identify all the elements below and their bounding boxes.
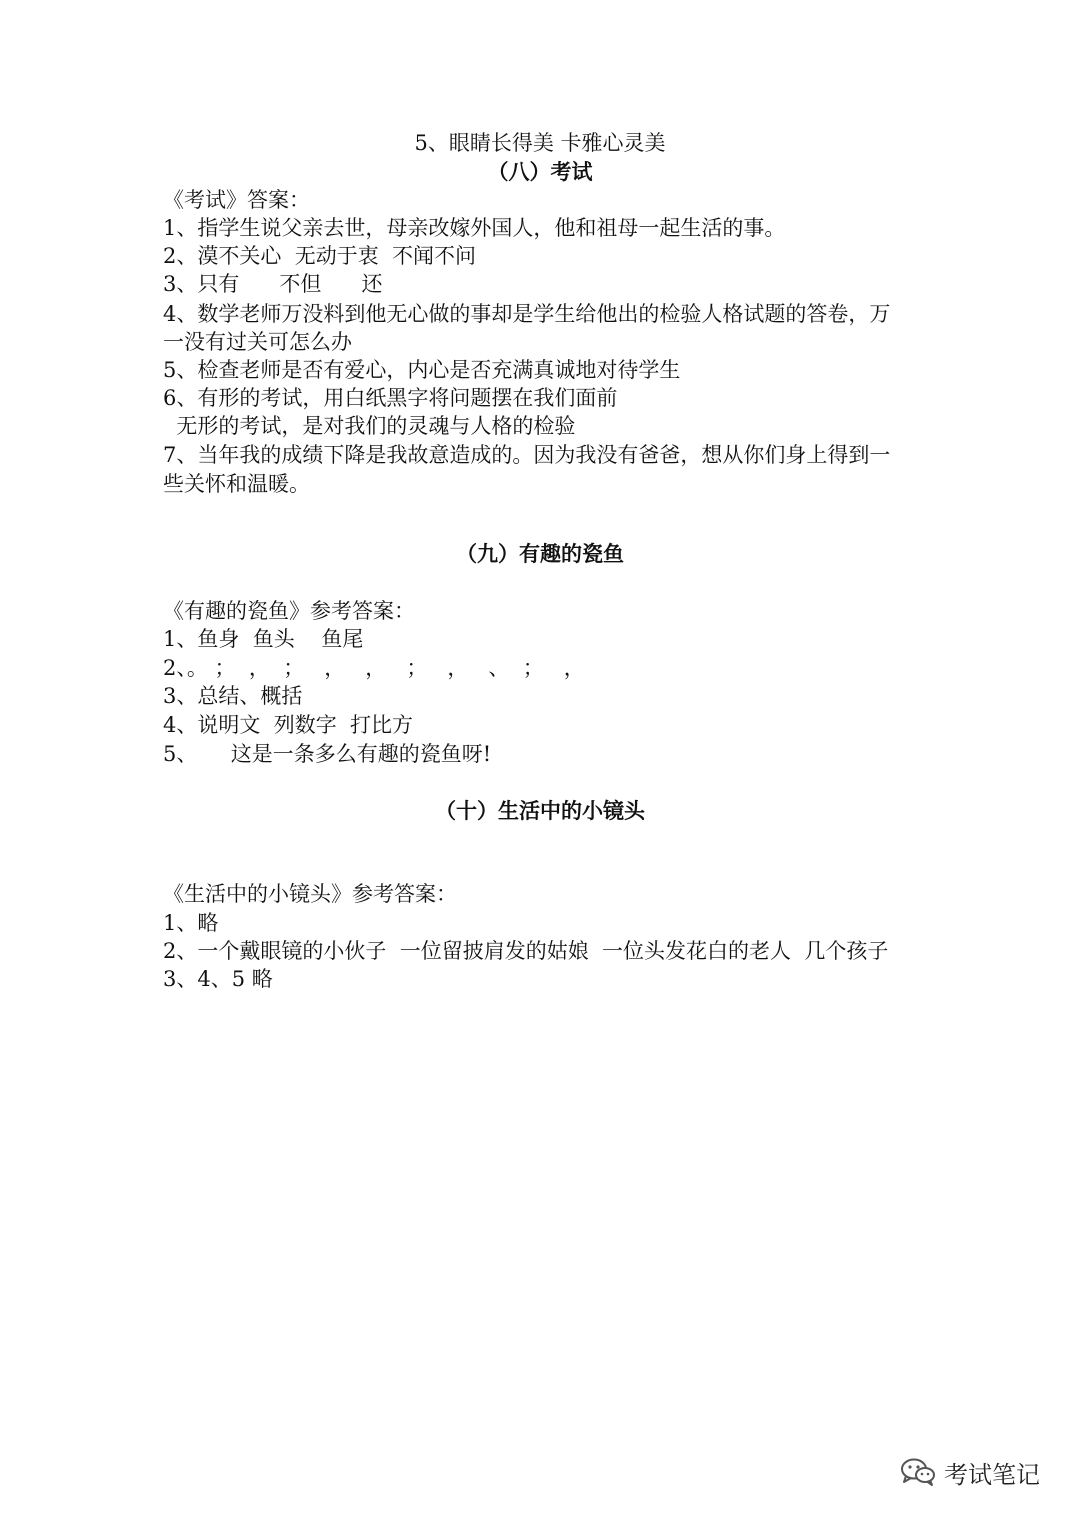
answer-line: 1、略 [163,911,219,935]
answer-line: 一没有过关可怎么办 [163,330,352,354]
answer-line: 无形的考试，是对我们的灵魂与人格的检验 [163,414,576,438]
answer-line: 4、说明文 列数字 打比方 [163,713,414,737]
answer-line: 2、漠不关心 无动于衷 不闻不问 [163,244,477,268]
section-8-intro: 《考试》答案： [163,188,310,212]
wechat-icon [900,1457,936,1487]
answer-line: 1、鱼身 鱼头 鱼尾 [163,627,364,651]
top-line: 5、眼睛长得美 卡雅心灵美 [414,131,666,155]
answer-line: 2、一个戴眼镜的小伙子 一位留披肩发的姑娘 一位头发花白的老人 几个孩子 [163,939,889,963]
section-9-intro: 《有趣的瓷鱼》参考答案： [163,599,415,623]
answer-line: 6、有形的考试，用白纸黑字将问题摆在我们面前 [163,386,618,410]
answer-line: 3、总结、概括 [163,684,303,708]
answer-line: 些关怀和温暖。 [163,472,310,496]
section-8-heading: （八）考试 [487,159,593,184]
section-9-heading: （九）有趣的瓷鱼 [456,541,624,566]
watermark [900,1452,1040,1492]
answer-line: 7、当年我的成绩下降是我故意造成的。因为我没有爸爸，想从你们身上得到一 [163,443,891,467]
answer-line: 5、 这是一条多么有趣的瓷鱼呀! [163,742,492,766]
answer-line: 4、数学老师万没料到他无心做的事却是学生给他出的检验人格试题的答卷，万 [163,302,891,326]
answer-line: 2、。 ； ， ； ， ， ； ， 、 ； ， [163,656,585,680]
section-10-heading: （十）生活中的小镜头 [435,798,645,823]
answer-line: 5、检查老师是否有爱心，内心是否充满真诚地对待学生 [163,358,681,382]
answer-line: 1、指学生说父亲去世，母亲改嫁外国人，他和祖母一起生活的事。 [163,216,786,240]
answer-line: 3、只有 不但 还 [163,272,383,296]
section-10-intro: 《生活中的小镜头》参考答案： [163,882,457,906]
answer-line: 3、4、5 略 [163,967,273,991]
watermark-text: 考试笔记 [944,1460,1040,1489]
